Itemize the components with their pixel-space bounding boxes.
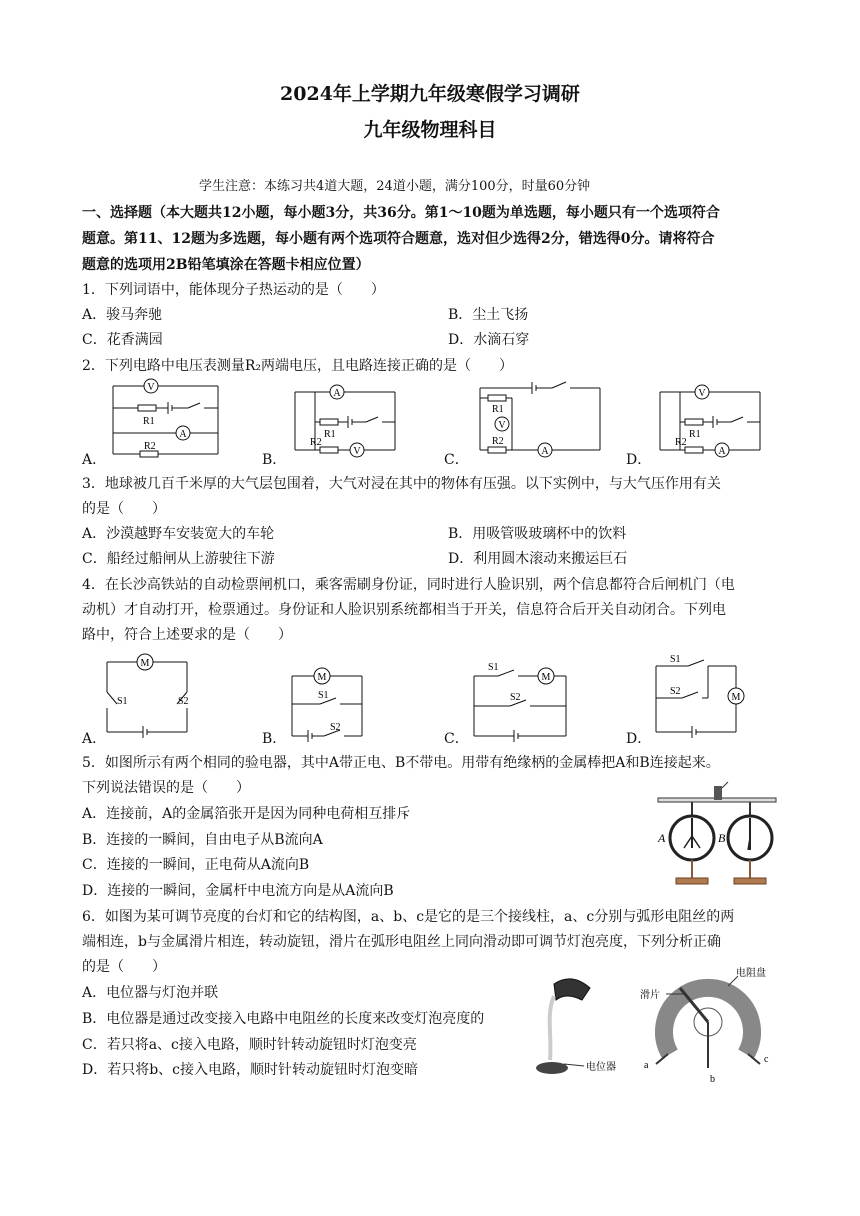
page-subtitle: 九年级物理科目 xyxy=(363,119,497,141)
q4-circuit-b xyxy=(290,660,370,740)
ammeter-symbol: A xyxy=(179,429,187,440)
q4-circuit-a xyxy=(105,652,195,738)
q6-option-d: D．若只将b、c接入电路，顺时针转动旋钮时灯泡变暗 xyxy=(82,1062,419,1078)
q2-circuit-d xyxy=(655,378,775,460)
switch-s2-label: S2 xyxy=(670,686,681,697)
motor-symbol: M xyxy=(541,672,551,683)
q2-circuit-a xyxy=(108,378,228,460)
q2-option-a: A． xyxy=(82,452,107,468)
electroscope-b-label: B xyxy=(718,831,726,845)
desk-lamp-figure xyxy=(534,974,634,1084)
q4-option-d: D． xyxy=(626,731,652,747)
q4-circuit-d xyxy=(652,650,752,736)
q5-option-d: D．连接的一瞬间，金属杆中电流方向是从A流向B xyxy=(82,883,394,899)
q5-option-b: B．连接的一瞬间，自由电子从B流向A xyxy=(82,832,323,848)
ammeter-symbol: A xyxy=(333,388,341,399)
potentiometer-label: 电位器 xyxy=(586,1062,616,1073)
potentiometer-diagram xyxy=(640,968,780,1088)
q4-circuit-c xyxy=(470,658,570,740)
q4-stem-line2: 动机）才自动打开，检票通过。身份证和人脸识别系统都相当于开关，信息符合后开关自动闭合。下列电 xyxy=(82,602,726,618)
q2-stem: 2．下列电路中电压表测量R₂两端电压，且电路连接正确的是（ ） xyxy=(82,358,514,374)
voltmeter-symbol: V xyxy=(353,446,361,457)
switch-s1-label: S1 xyxy=(117,696,128,707)
q4-stem-line3: 路中，符合上述要求的是（ ） xyxy=(82,627,292,643)
electroscope-figure xyxy=(652,780,782,888)
q4-option-a: A． xyxy=(82,731,107,747)
resistor-r1-label: R1 xyxy=(492,404,504,415)
q2-circuit-c xyxy=(472,378,602,460)
q3-option-a: A．沙漠越野车安装宽大的车轮 xyxy=(82,526,275,542)
section-heading-line3: 题意的选项用2B铅笔填涂在答题卡相应位置） xyxy=(82,257,370,273)
resistor-r2-label: R2 xyxy=(492,436,504,447)
q4-option-b: B． xyxy=(262,731,287,747)
resistor-r2-label: R2 xyxy=(144,441,156,452)
motor-symbol: M xyxy=(140,658,150,669)
q2-circuit-b xyxy=(290,378,410,460)
q1-option-b: B．尘土飞扬 xyxy=(448,307,529,323)
motor-symbol: M xyxy=(317,672,327,683)
switch-s2-label: S2 xyxy=(330,722,341,733)
slider-label: 滑片 xyxy=(640,990,660,1001)
q4-stem-line1: 4．在长沙高铁站的自动检票闸机口，乘客需刷身份证，同时进行人脸识别，两个信息都符合后闸机门（电 xyxy=(82,577,735,593)
q5-option-a: A．连接前，A的金属箔张开是因为同种电荷相互排斥 xyxy=(82,806,411,822)
q6-option-b: B．电位器是通过改变接入电路中电阻丝的长度来改变灯泡亮度的 xyxy=(82,1011,485,1027)
q3-stem-line2: 的是（ ） xyxy=(82,501,166,517)
voltmeter-symbol: V xyxy=(698,388,706,399)
q2-option-c: C． xyxy=(444,452,469,468)
motor-symbol: M xyxy=(731,692,741,703)
terminal-c-label: c xyxy=(764,1054,769,1065)
q6-stem-line3: 的是（ ） xyxy=(82,959,166,975)
q1-stem: 1．下列词语中，能体现分子热运动的是（ ） xyxy=(82,282,385,298)
q4-option-c: C． xyxy=(444,731,469,747)
q6-option-c: C．若只将a、c接入电路，顺时针转动旋钮时灯泡变亮 xyxy=(82,1037,417,1053)
q1-option-c: C．花香满园 xyxy=(82,332,163,348)
resistor-r1-label: R1 xyxy=(689,429,701,440)
resistor-r2-label: R2 xyxy=(675,437,687,448)
q6-stem-line2: 端相连，b与金属滑片相连，转动旋钮，滑片在弧形电阻丝上同向滑动即可调节灯泡亮度，下列分析正确 xyxy=(82,934,721,950)
q3-option-b: B．用吸管吸玻璃杯中的饮料 xyxy=(448,526,627,542)
q6-option-a: A．电位器与灯泡并联 xyxy=(82,985,219,1001)
resistor-r1-label: R1 xyxy=(143,416,155,427)
resistor-disk-label: 电阻盘 xyxy=(736,968,766,979)
electroscope-a-label: A xyxy=(658,831,666,845)
ammeter-symbol: A xyxy=(718,446,726,457)
q2-option-b: B． xyxy=(262,452,287,468)
page-title: 2024年上学期九年级寒假学习调研 xyxy=(280,83,580,105)
q6-stem-line1: 6．如图为某可调节亮度的台灯和它的结构图，a、b、c是它的是三个接线柱，a、c分别与弧形电阻丝的两 xyxy=(82,909,735,925)
switch-s1-label: S1 xyxy=(670,654,681,665)
q3-stem-line1: 3．地球被几百千米厚的大气层包围着，大气对浸在其中的物体有压强。以下实例中，与大气压作用有关 xyxy=(82,476,721,492)
voltmeter-symbol: V xyxy=(498,420,506,431)
q3-option-c: C．船经过船闸从上游驶往下游 xyxy=(82,551,275,567)
ammeter-symbol: A xyxy=(541,446,549,457)
q1-option-a: A．骏马奔驰 xyxy=(82,307,163,323)
section-heading-line1: 一、选择题（本大题共12小题，每小题3分，共36分。第1～10题为单选题，每小题只有一个选项符合 xyxy=(82,205,720,221)
switch-s1-label: S1 xyxy=(318,690,329,701)
q2-option-d: D． xyxy=(626,452,652,468)
resistor-r2-label: R2 xyxy=(310,437,322,448)
switch-s1-label: S1 xyxy=(488,662,499,673)
q5-stem-line2: 下列说法错误的是（ ） xyxy=(82,780,250,796)
q5-option-c: C．连接的一瞬间，正电荷从A流向B xyxy=(82,857,310,873)
terminal-b-label: b xyxy=(710,1074,715,1085)
section-heading-line2: 题意。第11、12题为多选题，每小题有两个选项符合题意，选对但少选得2分，错选得0分。请将符合 xyxy=(82,231,715,247)
switch-s2-label: S2 xyxy=(510,692,521,703)
voltmeter-symbol: V xyxy=(147,382,155,393)
terminal-a-label: a xyxy=(644,1060,649,1071)
student-notice: 学生注意：本练习共4道大题，24道小题，满分100分，时量60分钟 xyxy=(199,179,591,194)
resistor-r1-label: R1 xyxy=(324,429,336,440)
q1-option-d: D．水滴石穿 xyxy=(448,332,530,348)
q5-stem-line1: 5．如图所示有两个相同的验电器，其中A带正电、B不带电。用带有绝缘柄的金属棒把A和B连接起来。 xyxy=(82,755,720,771)
q3-option-d: D．利用圆木滚动来搬运巨石 xyxy=(448,551,628,567)
switch-s2-label: S2 xyxy=(178,696,189,707)
